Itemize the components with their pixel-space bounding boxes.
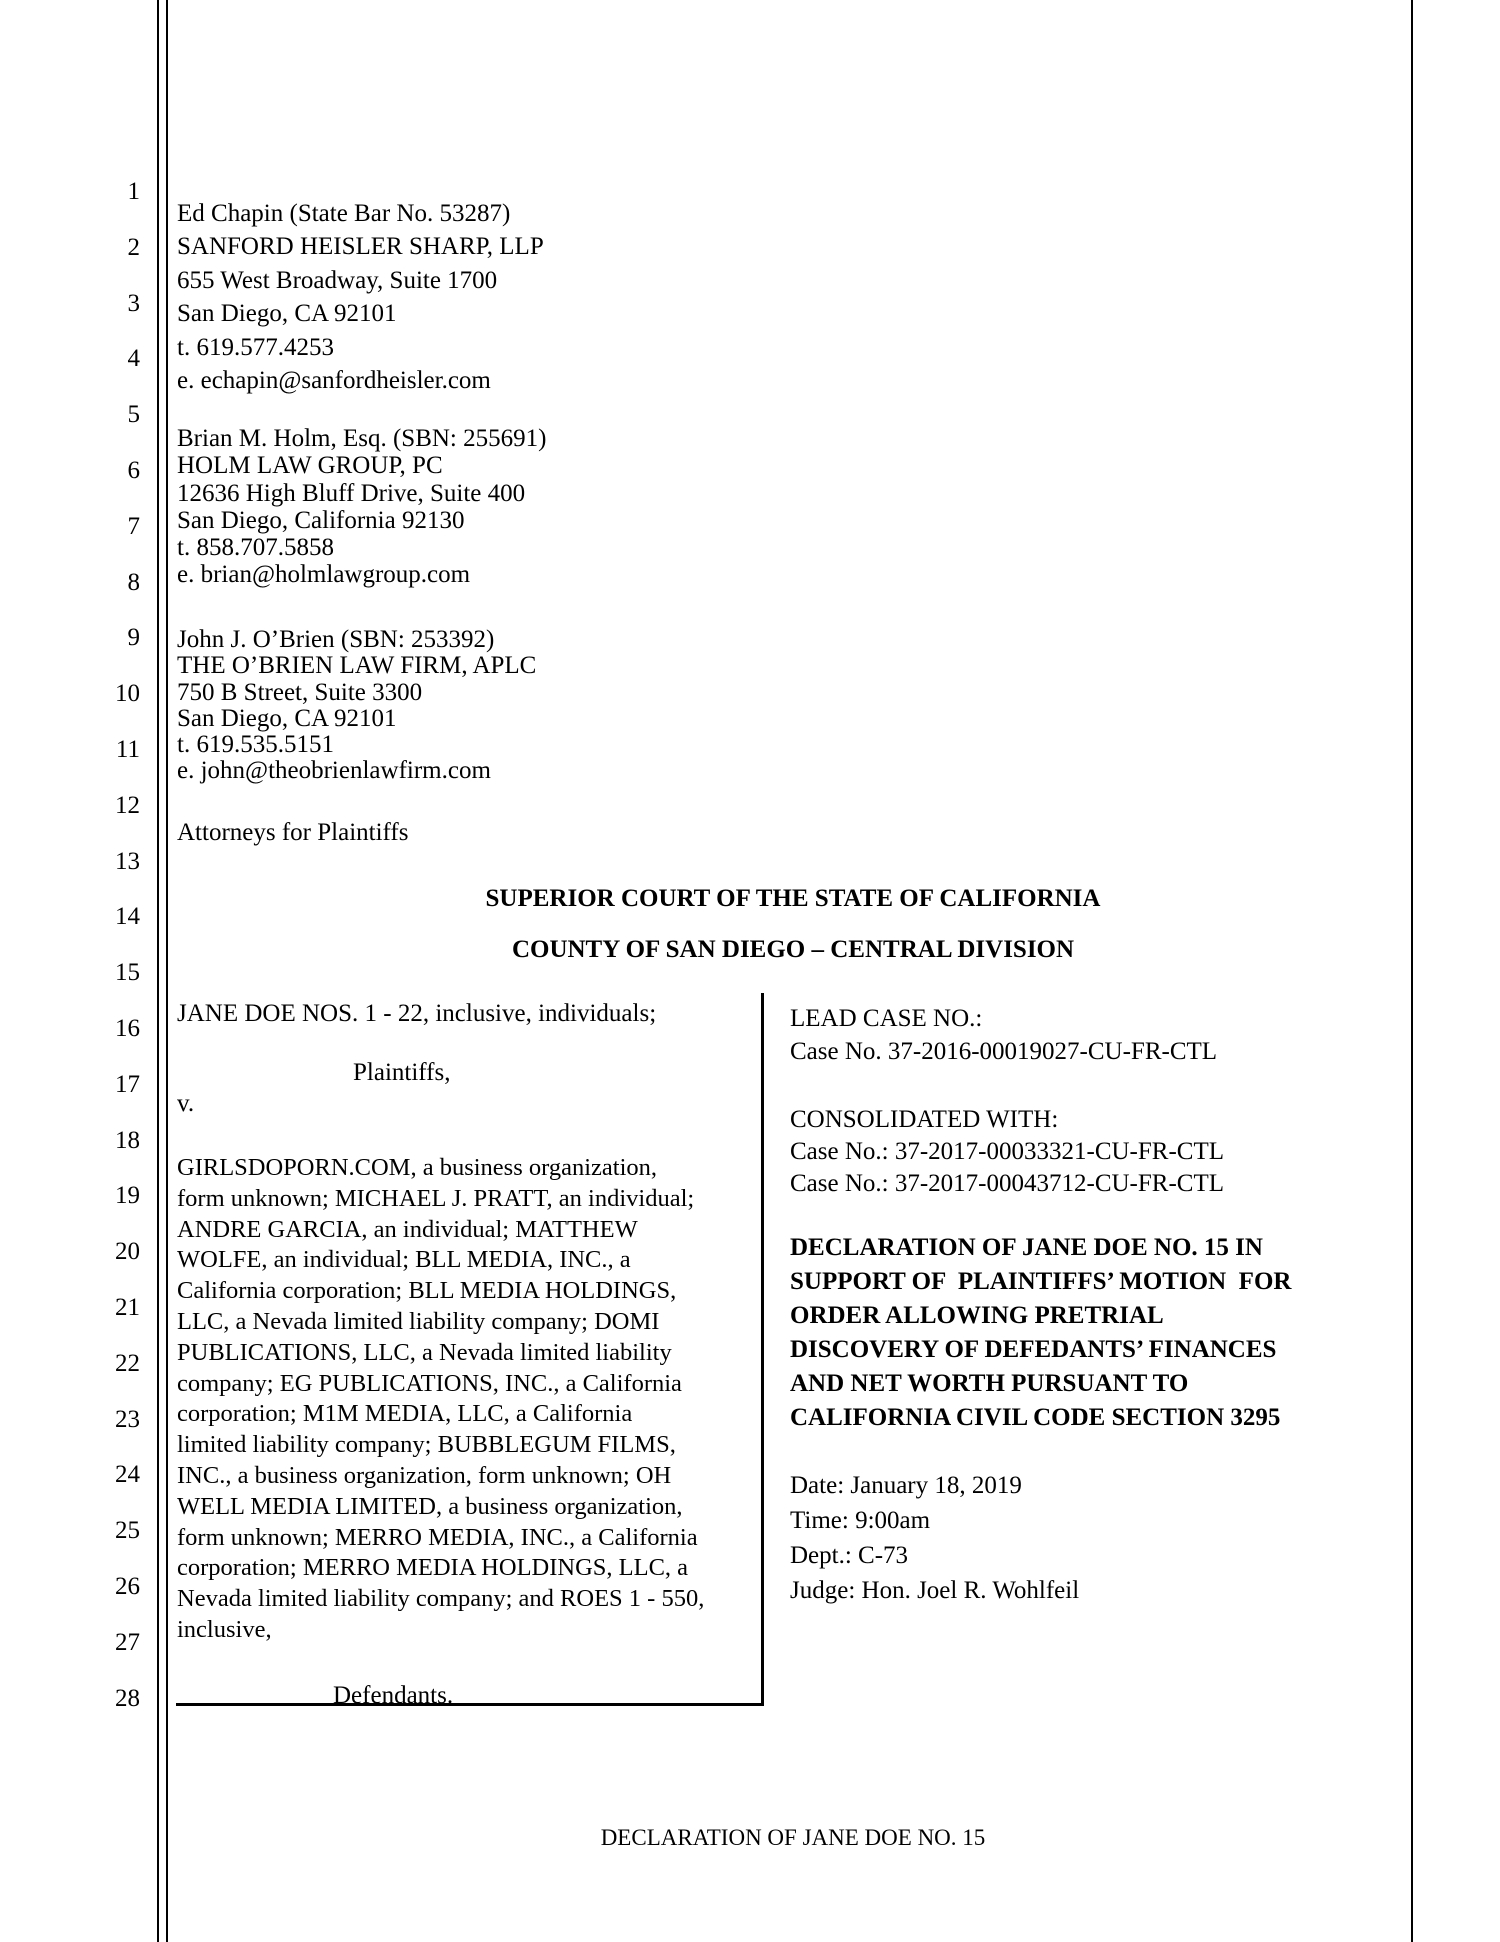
line-number: 5 bbox=[127, 401, 140, 429]
line-number: 28 bbox=[115, 1684, 140, 1712]
title-line: DECLARATION OF JANE DOE NO. 15 IN bbox=[790, 1234, 1263, 1261]
left-margin-rule-outer bbox=[157, 0, 159, 1942]
attorney-line: THE O’BRIEN LAW FIRM, APLC bbox=[177, 652, 537, 680]
title-line: SUPPORT OF PLAINTIFFS’ MOTION FOR bbox=[790, 1268, 1292, 1295]
line-number: 17 bbox=[115, 1070, 140, 1098]
line-number: 13 bbox=[115, 847, 140, 875]
defendant-line: Nevada limited liability company; and ROES 1 - 550, bbox=[177, 1585, 705, 1613]
attorney-line: SANFORD HEISLER SHARP, LLP bbox=[177, 233, 544, 261]
case-line: Case No. 37-2016-00019027-CU-FR-CTL bbox=[790, 1038, 1218, 1065]
caption-plaintiff-line: JANE DOE NOS. 1 - 22, inclusive, individuals; bbox=[177, 1000, 657, 1027]
title-line: ORDER ALLOWING PRETRIAL bbox=[790, 1302, 1164, 1329]
attorney-line: 750 B Street, Suite 3300 bbox=[177, 678, 423, 706]
attorney-line: t. 619.577.4253 bbox=[177, 333, 334, 361]
court-division: COUNTY OF SAN DIEGO – CENTRAL DIVISION bbox=[511, 936, 1075, 963]
line-number: 8 bbox=[127, 568, 140, 596]
line-number: 11 bbox=[115, 735, 140, 763]
hearing-line: Judge: Hon. Joel R. Wohlfeil bbox=[790, 1577, 1080, 1604]
line-number: 12 bbox=[115, 791, 140, 819]
defendant-line: WELL MEDIA LIMITED, a business organization, bbox=[177, 1492, 683, 1520]
defendant-line: limited liability company; BUBBLEGUM FILMS, bbox=[177, 1431, 676, 1459]
declaration-title-block bbox=[790, 1231, 1410, 1435]
attorney-line: e. echapin@sanfordheisler.com bbox=[177, 366, 491, 394]
line-number: 4 bbox=[127, 345, 140, 373]
case-line: Case No.: 37-2017-00033321-CU-FR-CTL bbox=[790, 1138, 1224, 1165]
title-line: CALIFORNIA CIVIL CODE SECTION 3295 bbox=[790, 1404, 1281, 1431]
attorney-line: San Diego, CA 92101 bbox=[177, 300, 397, 328]
line-number: 6 bbox=[127, 456, 140, 484]
attorney-line: t. 619.535.5151 bbox=[177, 731, 334, 759]
defendant-line: ANDRE GARCIA, an individual; MATTHEW bbox=[177, 1215, 638, 1243]
hearing-info-block bbox=[790, 1468, 1410, 1608]
line-number: 1 bbox=[127, 178, 140, 205]
line-number: 27 bbox=[115, 1628, 140, 1656]
line-number: 20 bbox=[115, 1238, 140, 1266]
title-line: AND NET WORTH PURSUANT TO bbox=[790, 1370, 1189, 1397]
case-line: Case No.: 37-2017-00043712-CU-FR-CTL bbox=[790, 1170, 1224, 1197]
case-line: LEAD CASE NO.: bbox=[790, 1005, 983, 1032]
page-footer-title: DECLARATION OF JANE DOE NO. 15 bbox=[600, 1825, 986, 1850]
line-number: 9 bbox=[127, 624, 140, 652]
line-number: 15 bbox=[115, 959, 140, 987]
hearing-line: Dept.: C-73 bbox=[790, 1542, 909, 1569]
left-margin-rule-inner bbox=[166, 0, 168, 1942]
attorney-line: San Diego, CA 92101 bbox=[177, 704, 397, 732]
line-number-column bbox=[44, 179, 140, 1741]
defendant-line: LLC, a Nevada limited liability company; DOMI bbox=[177, 1307, 660, 1335]
attorney-line: e. brian@holmlawgroup.com bbox=[177, 561, 471, 589]
attorney-line: t. 858.707.5858 bbox=[177, 534, 334, 562]
caption-versus: v. bbox=[177, 1090, 195, 1117]
right-margin-rule bbox=[1411, 0, 1413, 1942]
title-line: DISCOVERY OF DEFEDANTS’ FINANCES bbox=[790, 1336, 1277, 1363]
defendant-line: INC., a business organization, form unknown; OH bbox=[177, 1461, 672, 1489]
defendant-line: form unknown; MICHAEL J. PRATT, an individual; bbox=[177, 1184, 695, 1212]
caption-bottom-rule bbox=[176, 1703, 764, 1706]
hearing-line: Date: January 18, 2019 bbox=[790, 1472, 1022, 1499]
defendant-line: California corporation; BLL MEDIA HOLDINGS, bbox=[177, 1277, 677, 1305]
line-number: 23 bbox=[115, 1405, 140, 1433]
hearing-line: Time: 9:00am bbox=[790, 1507, 931, 1534]
defendant-line: PUBLICATIONS, LLC, a Nevada limited liability bbox=[177, 1338, 672, 1366]
attorney-line: 655 West Broadway, Suite 1700 bbox=[177, 266, 498, 294]
attorneys-for-plaintiffs-line: Attorneys for Plaintiffs bbox=[177, 819, 409, 846]
court-title: SUPERIOR COURT OF THE STATE OF CALIFORNIA bbox=[485, 885, 1101, 912]
line-number: 3 bbox=[127, 289, 140, 317]
defendant-line: corporation; MERRO MEDIA HOLDINGS, LLC, a bbox=[177, 1554, 689, 1582]
attorney-block-obrien bbox=[177, 627, 536, 785]
attorney-line: 12636 High Bluff Drive, Suite 400 bbox=[177, 479, 526, 507]
defendant-line: inclusive, bbox=[177, 1615, 272, 1643]
line-number: 10 bbox=[115, 680, 140, 708]
attorney-block-holm bbox=[177, 425, 546, 589]
attorney-line: Brian M. Holm, Esq. (SBN: 255691) bbox=[177, 425, 547, 452]
attorney-line: San Diego, California 92130 bbox=[177, 506, 465, 534]
caption-plaintiffs-label: Plaintiffs, bbox=[353, 1059, 451, 1086]
attorney-line: John J. O’Brien (SBN: 253392) bbox=[177, 626, 495, 653]
line-number: 14 bbox=[115, 903, 140, 931]
line-number: 2 bbox=[127, 233, 140, 261]
case-line: CONSOLIDATED WITH: bbox=[790, 1106, 1059, 1133]
line-number: 22 bbox=[115, 1349, 140, 1377]
line-number: 24 bbox=[115, 1461, 140, 1489]
line-number: 16 bbox=[115, 1014, 140, 1042]
attorney-line: e. john@theobrienlawfirm.com bbox=[177, 757, 491, 785]
caption-defendants-label: Defendants. bbox=[333, 1682, 454, 1709]
line-number: 19 bbox=[115, 1182, 140, 1210]
defendant-line: GIRLSDOPORN.COM, a business organization, bbox=[177, 1154, 658, 1181]
line-number: 25 bbox=[115, 1517, 140, 1545]
lead-case-block bbox=[790, 1002, 1410, 1068]
defendant-line: corporation; M1M MEDIA, LLC, a California bbox=[177, 1400, 633, 1428]
consolidated-cases-block bbox=[790, 1104, 1410, 1200]
caption-defendants-paragraph bbox=[177, 1153, 760, 1646]
line-number: 7 bbox=[127, 512, 140, 540]
line-number: 21 bbox=[115, 1293, 140, 1321]
caption-divider-rule bbox=[761, 993, 764, 1705]
attorney-line: HOLM LAW GROUP, PC bbox=[177, 452, 443, 480]
line-number: 26 bbox=[115, 1572, 140, 1600]
defendant-line: company; EG PUBLICATIONS, INC., a California bbox=[177, 1369, 682, 1397]
line-number: 18 bbox=[115, 1126, 140, 1154]
attorney-block-chapin bbox=[177, 197, 544, 397]
attorney-line: Ed Chapin (State Bar No. 53287) bbox=[177, 200, 511, 227]
defendant-line: WOLFE, an individual; BLL MEDIA, INC., a bbox=[177, 1246, 631, 1274]
defendant-line: form unknown; MERRO MEDIA, INC., a California bbox=[177, 1523, 698, 1551]
